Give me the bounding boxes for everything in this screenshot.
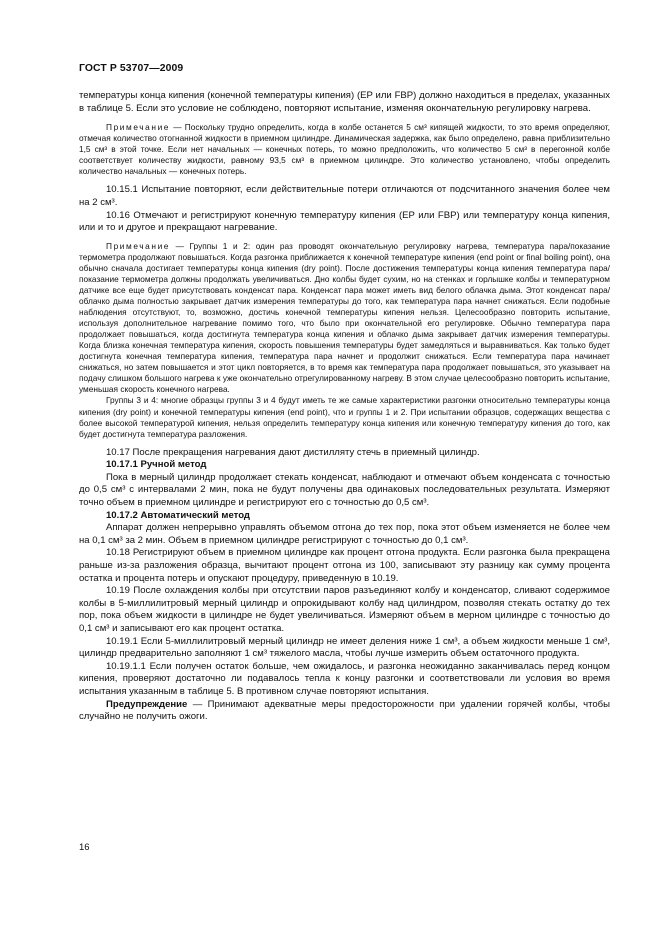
paragraph-automatic-method: Аппарат должен непрерывно управлять объемом отгона до тех пор, пока этот объем изменяется не более чем на 0,1 см³ за 2 мин. Объем в приемном цилиндре регистрируют с точностью до 0,1 см³. bbox=[79, 522, 610, 546]
paragraph-10-19-1: 10.19.1 Если 5-миллилитровый мерный цилиндр не имеет деления ниже 1 см³, а объем жидкости меньше 1 см³, цилиндр предварительно заполняют 1 см³ тяжелого масла, чтобы лучше измерить объем остаточного продукта. bbox=[79, 635, 610, 660]
note-continuation: Группы 3 и 4: многие образцы группы 3 и 4 будут иметь те же самые характеристики разгонки относительно температуры конца кипения (dry point) и конечной температуры кипения (end point), что и группы 1 и 2. При испытании образцов, содержащих вещества с более высокой температурой кипения, нельзя определить температуру конца кипения или конечную температуру кипения до того, как будет достигнута температура разложения. bbox=[79, 395, 610, 439]
note-text: — Поскольку трудно определить, когда в колбе останется 5 см³ кипящей жидкости, то это время определяют, отмечая количество отогнанной жидкости в приемном цилиндре. Динамическая задержка, как было определено, равна приблизительно 1,5 см³ в этой точке. Если нет начальных — конечных потерь, то можно предположить, что количество 5 см³ в перегонной колбе соответствует количеству жидкости, равному 93,5 см³ в приемном цилиндре. Это количество установлено, чтобы определить количество начальных — конечных потерь. bbox=[79, 122, 610, 177]
note-label: Примечание bbox=[106, 240, 171, 251]
paragraph-continuation: температуры конца кипения (конечной температуры кипения) (EP или FBP) должно находиться в пределах, указанных в таблице 5. Если это условие не соблюдено, повторяют испытание, изменяя окончательную регулировку нагрева. bbox=[79, 90, 610, 114]
warning-paragraph bbox=[79, 699, 610, 724]
warning-label: Предупреждение bbox=[106, 698, 188, 710]
note-paragraph bbox=[79, 122, 610, 177]
paragraph-10-17: 10.17 После прекращения нагревания дают дистилляту стечь в приемный цилиндр. bbox=[106, 446, 480, 458]
paragraph-10-19: 10.19 После охлаждения колбы при отсутствии паров разъединяют колбу и конденсатор, сливают содержимое колбы в 5-миллилитровый мерный цилиндр и опрокидывают колбу над цилиндром, позволяя стекать остатку до тех пор, пока объем жидкости в цилиндре не будет увеличиваться. Измеряют объем в мерном цилиндре с точностью до 0,1 см³ и записывают его как процент остатка. bbox=[79, 585, 610, 634]
paragraph-10-16: 10.16 Отмечают и регистрируют конечную температуру кипения (EP или FBP) или температуру конца кипения, или и то и другое и прекращают нагревание. bbox=[79, 209, 610, 234]
note-label: Примечание bbox=[106, 122, 171, 133]
subheading-10-17-2: 10.17.2 Автоматический метод bbox=[106, 509, 250, 521]
paragraph-manual-method: Пока в мерный цилиндр продолжает стекать конденсат, наблюдают и отмечают объем конденсата с точностью до 0,5 см³ с интервалами 2 мин, пока не будут получены два одинаковых последовательных результата. Измеряют точно объем в приемном цилиндре и регистрируют его с точностью до 0,5 см³. bbox=[79, 471, 610, 509]
page-number: 16 bbox=[79, 842, 90, 853]
note-text: — Группы 1 и 2: один раз проводят окончательную регулировку нагрева, температура пара/показание термометра продолжают повышаться. Когда разгонка приближается к конечной температуре кипения (end point or final boiling point), она обычно сначала достигает температуры конца кипения (dry point). После достижения температуры конца кипения температура пара/показание термометра должны продолжать увеличиваться. Дно колбы будет сухим, но на стенках и горлышке колбы и температурном датчике все еще будет присутствовать конденсат пара. Конденсат пара может иметь вид белого облачка дыма. Этот конденсат пара/облачко дыма полностью закрывает датчик измерения температуры до того, как температура пара начнет снижаться. Если подобные наблюдения отсутствуют, то, возможно, достичь конечной температуры кипения нельзя. Целесообразно повторить испытание, используя дополнительное нагревание помимо того, что было при окончательной его регулировке. Обычно температура пара продолжает повышаться, когда достигнута температура конца кипения и облачко дыма закрывает датчик измерения температуры. Когда близка конечная температура кипения, скорость повышения температуры будет замедляться и выравниваться. Как только будет достигнута конечная температура кипения, температура пара начнет и продолжит снижаться. Если температура пара начинает снижаться, но затем повышается и этот цикл повторяется, в то время как температура пара продолжает повышаться, это указывает на подачу слишком большого нагрева к уже окончательно отрегулированному нагреву. В этом случае целесообразно повторить испытание, уменьшая скорость конечного нагрева. bbox=[79, 240, 610, 395]
warning-text: — Принимают адекватные меры предосторожности при удалении горячей колбы, чтобы случайно не получить ожоги. bbox=[79, 698, 610, 723]
paragraph-10-19-1-1: 10.19.1.1 Если получен остаток больше, чем ожидалось, и разгонка неожиданно заканчивалась перед концом кипения, проверяют достаточно ли подавалось тепла к концу разгонки и соответствовали ли условия во время испытания указанным в таблице 5. В противном случае повторяют испытания. bbox=[79, 660, 610, 697]
note-paragraph bbox=[79, 241, 610, 396]
document-body bbox=[79, 90, 610, 724]
subheading-10-17-1: 10.17.1 Ручной метод bbox=[106, 459, 207, 471]
paragraph-10-18: 10.18 Регистрируют объем в приемном цилиндре как процент отгона продукта. Если разгонка была прекращена раньше из-за разложения образца, вычитают процент отгона из 100, записывают эту разницу как сумму процента остатка и процента потерь и опускают процедуру, приведенную в 10.19. bbox=[79, 547, 610, 584]
paragraph-10-15-1: 10.15.1 Испытание повторяют, если действительные потери отличаются от подсчитанного значения более чем на 2 см³. bbox=[79, 184, 610, 209]
document-header: ГОСТ Р 53707—2009 bbox=[79, 63, 184, 74]
